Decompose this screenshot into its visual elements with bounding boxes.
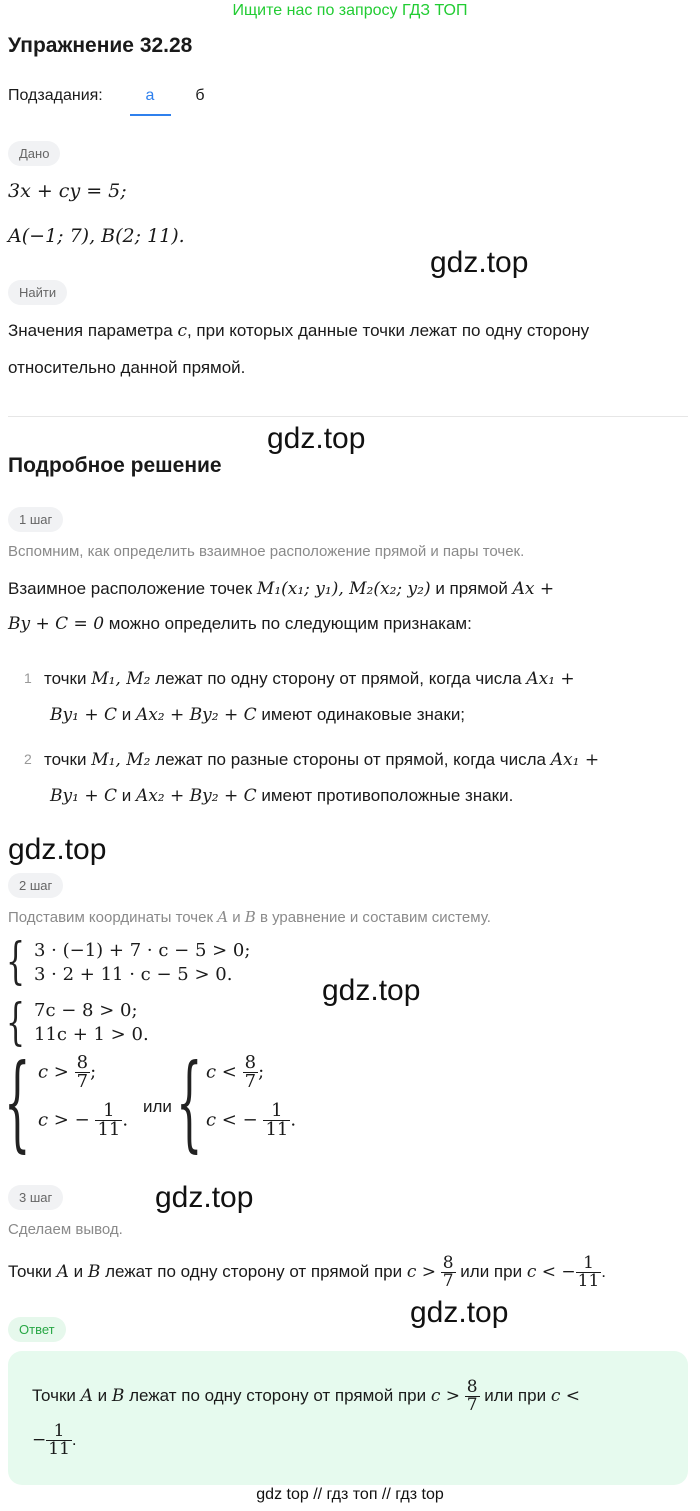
subtasks-label: Подзадания: — [8, 87, 103, 104]
step3-hint: Сделаем вывод. — [8, 1221, 123, 1238]
list-item-1-line2: By₁ + C и Ax₂ + By₂ + C имеют одинаковые знаки; — [50, 705, 466, 725]
watermark: gdz.top — [410, 1296, 509, 1329]
find-text-line2: относительно данной прямой. — [8, 358, 246, 377]
search-banner: Ищите нас по запросу ГДЗ ТОП — [232, 2, 468, 19]
system-2: 7c − 8 > 0; 11c + 1 > 0. — [34, 1000, 149, 1045]
or-label: или — [143, 1097, 172, 1116]
tab-b[interactable]: б — [195, 87, 205, 104]
answer-line2: − $\frac{1}{11}$ . — [32, 1421, 77, 1460]
answer-badge: Ответ — [8, 1317, 66, 1342]
answer-line1: Точки A и B лежат по одну сторону от прямой при c > $\frac{8}{7}$ или при c < — [32, 1377, 580, 1416]
find-text-line1: Значения параметра c, при которых данные точки лежат по одну сторону — [8, 321, 590, 341]
step1-paragraph-line2: By + C = 0 можно определить по следующим признакам: — [8, 614, 472, 634]
list-item-1-line1: точки M₁, M₂ лежат по одну сторону от прямой, когда числа Ax₁ + — [44, 669, 575, 689]
solution-title: Подробное решение — [8, 454, 222, 477]
active-tab-indicator — [130, 114, 171, 116]
given-equation: 3x + cy = 5; — [8, 180, 127, 202]
system-brace: { — [176, 1041, 203, 1163]
step3-badge: 3 шаг — [8, 1185, 63, 1210]
system-brace: { — [6, 932, 26, 990]
footer-watermark: gdz top // гдз топ // гдз top — [256, 1486, 444, 1503]
page-title: Упражнение 32.28 — [8, 34, 193, 57]
watermark: gdz.top — [8, 833, 107, 866]
given-points: A(−1; 7), B(2; 11). — [8, 225, 185, 247]
list-item-2-line2: By₁ + C и Ax₂ + By₂ + C имеют противоположные знаки. — [50, 786, 514, 806]
list-number: 1 — [24, 670, 32, 686]
step1-hint: Вспомним, как определить взаимное расположение прямой и пары точек. — [8, 543, 525, 560]
given-badge: Дано — [8, 141, 60, 166]
tab-a[interactable]: а — [145, 87, 155, 104]
system-3-right: c < $\frac{8}{7}$ ; c < − $\frac{1}{11}$ . — [206, 1052, 297, 1140]
system-1: 3 · (−1) + 7 · c − 5 > 0; 3 · 2 + 11 · c − 5 > 0. — [34, 940, 251, 985]
step1-paragraph-line1: Взаимное расположение точек M₁(x₁; y₁), M₂(x₂; y₂) и прямой Ax + — [8, 579, 555, 599]
step2-hint: Подставим координаты точек A и B в уравнение и составим систему. — [8, 908, 491, 926]
find-badge: Найти — [8, 280, 67, 305]
system-brace: { — [6, 993, 26, 1051]
watermark: gdz.top — [155, 1181, 254, 1214]
list-number: 2 — [24, 751, 32, 767]
step1-badge: 1 шаг — [8, 507, 63, 532]
system-brace: { — [4, 1041, 31, 1163]
step3-conclusion: Точки A и B лежат по одну сторону от прямой при c > $\frac{8}{7}$ или при c < − $\frac{1}{11}$ . — [8, 1253, 607, 1292]
watermark: gdz.top — [267, 422, 366, 455]
system-3-left: c > $\frac{8}{7}$ ; c > − $\frac{1}{11}$ . — [38, 1052, 129, 1140]
step2-badge: 2 шаг — [8, 873, 63, 898]
watermark: gdz.top — [322, 974, 421, 1007]
section-divider — [8, 416, 688, 417]
list-item-2-line1: точки M₁, M₂ лежат по разные стороны от прямой, когда числа Ax₁ + — [44, 750, 600, 770]
watermark: gdz.top — [430, 246, 529, 279]
